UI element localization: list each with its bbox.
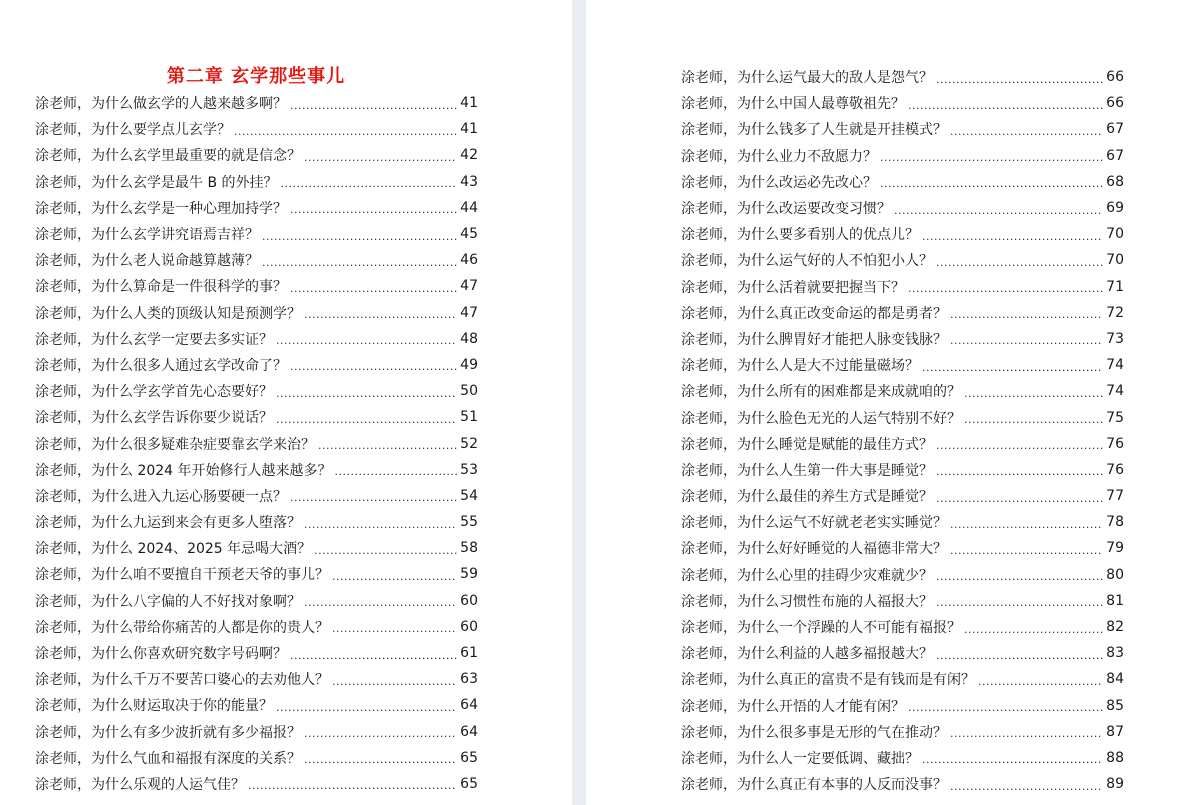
- toc-page-number: 65: [460, 775, 478, 792]
- toc-entry[interactable]: [35, 195, 478, 221]
- toc-entry[interactable]: [35, 90, 478, 116]
- dot-leader: [262, 253, 457, 268]
- toc-page-number: 55: [460, 514, 478, 531]
- dot-leader: [262, 227, 457, 242]
- toc-entry[interactable]: [681, 588, 1124, 614]
- toc-entry[interactable]: [681, 640, 1124, 666]
- toc-entry[interactable]: [681, 195, 1124, 221]
- dot-leader: [332, 567, 457, 582]
- toc-page-number: 41: [460, 95, 478, 112]
- dot-leader: [332, 672, 457, 687]
- toc-page-number: 41: [460, 121, 478, 138]
- toc-entry-title: 涂老师，为什么带给你痛苦的人都是你的贵人？: [35, 619, 329, 636]
- toc-page-number: 79: [1106, 540, 1124, 557]
- toc-page-number: 69: [1106, 200, 1124, 217]
- dot-leader: [936, 646, 1103, 661]
- toc-page-number: 54: [460, 487, 478, 504]
- toc-entry[interactable]: [35, 378, 478, 404]
- dot-leader: [290, 488, 457, 503]
- toc-page-number: 78: [1106, 514, 1124, 531]
- toc-page-number: 45: [460, 226, 478, 243]
- toc-entry-title: 涂老师，为什么很多人通过玄学改命了？: [35, 357, 287, 374]
- dot-leader: [880, 148, 1103, 163]
- toc-entry-title: 涂老师，为什么运气最大的敌人是怨气？: [681, 70, 933, 87]
- toc-entry[interactable]: [35, 535, 478, 561]
- toc-entry-title: 涂老师，为什么玄学一定要去多实证？: [35, 331, 273, 348]
- toc-entry[interactable]: [681, 247, 1124, 273]
- toc-entry-title: 涂老师，为什么老人说命越算越薄？: [35, 253, 259, 270]
- toc-page-number: 48: [460, 330, 478, 347]
- toc-entry-title: 涂老师，为什么 2024 年开始修行人越来越多？: [35, 462, 332, 479]
- toc-entry-title: 涂老师，为什么千万不要苦口婆心的去劝他人？: [35, 672, 329, 689]
- dot-leader: [950, 331, 1103, 346]
- dot-leader: [276, 410, 457, 425]
- toc-entry[interactable]: [35, 142, 478, 168]
- toc-page-number: 87: [1106, 723, 1124, 740]
- dot-leader: [922, 358, 1103, 373]
- toc-page-number: 85: [1106, 697, 1124, 714]
- toc-page-number: 76: [1106, 435, 1124, 452]
- toc-entry-title: 涂老师，为什么 2024、2025 年忌喝大酒？: [35, 541, 312, 558]
- toc-entry-title: 涂老师，为什么算命是一件很科学的事？: [35, 279, 287, 296]
- dot-leader: [922, 227, 1103, 242]
- toc-page-number: 67: [1106, 121, 1124, 138]
- dot-leader: [950, 122, 1103, 137]
- toc-entry[interactable]: [35, 745, 478, 771]
- toc-page-number: 46: [460, 252, 478, 269]
- dot-leader: [964, 620, 1103, 635]
- dot-leader: [332, 619, 457, 634]
- toc-page-number: 60: [460, 592, 478, 609]
- toc-page-number: 81: [1106, 592, 1124, 609]
- toc-page-number: 80: [1106, 566, 1124, 583]
- toc-entry[interactable]: [681, 457, 1124, 483]
- toc-entry[interactable]: [681, 64, 1124, 90]
- toc-entry-title: 涂老师，为什么八字偏的人不好找对象啊？: [35, 593, 301, 610]
- toc-entry-title: 涂老师，为什么真正有本事的人反而没事？: [681, 777, 947, 794]
- toc-entry-title: 涂老师，为什么利益的人越多福报越大？: [681, 646, 933, 663]
- toc-page-number: 47: [460, 278, 478, 295]
- toc-entry-title: 涂老师，为什么要多看别人的优点儿？: [681, 227, 919, 244]
- toc-page-number: 70: [1106, 226, 1124, 243]
- toc-page-number: 66: [1106, 95, 1124, 112]
- toc-entry[interactable]: [35, 483, 478, 509]
- toc-entry[interactable]: [35, 430, 478, 456]
- toc-entry-title: 涂老师，为什么进入九运心肠要硬一点？: [35, 488, 287, 505]
- toc-entry[interactable]: [35, 300, 478, 326]
- toc-entry[interactable]: [681, 404, 1124, 430]
- dot-leader: [936, 489, 1103, 504]
- toc-entry-title: 涂老师，为什么运气不好就老老实实睡觉？: [681, 515, 947, 532]
- toc-entry-title: 涂老师，为什么人类的顶级认知是预测学？: [35, 305, 301, 322]
- toc-entry[interactable]: [35, 352, 478, 378]
- toc-entry-title: 涂老师，为什么玄学讲究语焉吉祥？: [35, 227, 259, 244]
- dot-leader: [950, 515, 1103, 530]
- toc-entry[interactable]: [681, 169, 1124, 195]
- toc-entry-title: 涂老师，为什么很多疑难杂症要靠玄学来治？: [35, 436, 315, 453]
- toc-page-number: 58: [460, 540, 478, 557]
- toc-page-number: 44: [460, 199, 478, 216]
- toc-entry-title: 涂老师，为什么真正改变命运的都是勇者？: [681, 305, 947, 322]
- toc-entry[interactable]: [35, 509, 478, 535]
- toc-entry[interactable]: [681, 719, 1124, 745]
- toc-entry[interactable]: [35, 588, 478, 614]
- toc-page-number: 76: [1106, 461, 1124, 478]
- dot-leader: [304, 750, 457, 765]
- toc-entry[interactable]: [681, 483, 1124, 509]
- toc-entry-title: 涂老师，为什么玄学是最牛 B 的外挂？: [35, 174, 278, 191]
- toc-page-number: 51: [460, 409, 478, 426]
- dot-leader: [304, 724, 457, 739]
- toc-entry-title: 涂老师，为什么人生第一件大事是睡觉？: [681, 462, 933, 479]
- toc-entry-title: 涂老师，为什么所有的困难都是来成就咱的？: [681, 384, 961, 401]
- toc-entry-title: 涂老师，为什么气血和福报有深度的关系？: [35, 750, 301, 767]
- toc-page-number: 59: [460, 566, 478, 583]
- dot-leader: [936, 253, 1103, 268]
- toc-entry[interactable]: [681, 326, 1124, 352]
- toc-entry[interactable]: [35, 247, 478, 273]
- dot-leader: [936, 436, 1103, 451]
- toc-entry-title: 涂老师，为什么玄学是一种心理加持学？: [35, 200, 287, 217]
- toc-entry-title: 涂老师，为什么睡觉是赋能的最佳方式？: [681, 436, 933, 453]
- toc-page-number: 64: [460, 723, 478, 740]
- toc-page-number: 88: [1106, 749, 1124, 766]
- toc-page-number: 60: [460, 618, 478, 635]
- toc-page-number: 42: [460, 147, 478, 164]
- toc-entry-title: 涂老师，为什么九运到来会有更多人堕落？: [35, 515, 301, 532]
- dot-leader: [335, 462, 457, 477]
- toc-entry[interactable]: [681, 378, 1124, 404]
- chapter-title: 第二章 玄学那些事儿: [166, 66, 346, 87]
- dot-leader: [290, 279, 457, 294]
- toc-entry-title: 涂老师，为什么活着就要把握当下？: [681, 279, 905, 296]
- toc-entry[interactable]: [681, 745, 1124, 771]
- dot-leader: [880, 174, 1103, 189]
- dot-leader: [290, 96, 457, 111]
- dot-leader: [950, 541, 1103, 556]
- toc-entry-title: 涂老师，为什么中国人最尊敬祖先？: [681, 96, 905, 113]
- toc-entry[interactable]: [681, 693, 1124, 719]
- toc-page-number: 82: [1106, 619, 1124, 636]
- dot-leader: [908, 279, 1103, 294]
- toc-entry-title: 涂老师，为什么改运必先改心？: [681, 174, 877, 191]
- toc-entry-title: 涂老师，为什么咱不要擅自干预老天爷的事儿？: [35, 567, 329, 584]
- toc-page-number: 61: [460, 645, 478, 662]
- toc-entry-title: 涂老师，为什么要学点儿玄学？: [35, 122, 231, 139]
- toc-entry-title: 涂老师，为什么做玄学的人越来越多啊？: [35, 96, 287, 113]
- toc-entry-title: 涂老师，为什么运气好的人不怕犯小人？: [681, 253, 933, 270]
- dot-leader: [281, 174, 457, 189]
- toc-entry[interactable]: [681, 509, 1124, 535]
- toc-entry[interactable]: [35, 326, 478, 352]
- toc-entry[interactable]: [681, 352, 1124, 378]
- toc-entry[interactable]: [35, 169, 478, 195]
- toc-entry-title: 涂老师，为什么你喜欢研究数字号码啊？: [35, 646, 287, 663]
- toc-entry-title: 涂老师，为什么脸色无光的人运气特别不好？: [681, 410, 961, 427]
- toc-page-number: 73: [1106, 330, 1124, 347]
- toc-page-number: 72: [1106, 304, 1124, 321]
- dot-leader: [964, 384, 1103, 399]
- toc-entry[interactable]: [35, 719, 478, 745]
- dot-leader: [234, 122, 457, 137]
- page-gutter: [572, 0, 586, 805]
- dot-leader: [318, 436, 457, 451]
- dot-leader: [922, 750, 1103, 765]
- dot-leader: [304, 305, 457, 320]
- toc-page-number: 77: [1106, 488, 1124, 505]
- dot-leader: [290, 646, 457, 661]
- toc-entry-title: 涂老师，为什么好好睡觉的人福德非常大？: [681, 541, 947, 558]
- toc-entry-title: 涂老师，为什么财运取决于你的能量？: [35, 698, 273, 715]
- toc-page-number: 71: [1106, 278, 1124, 295]
- toc-entry-title: 涂老师，为什么有多少波折就有多少福报？: [35, 724, 301, 741]
- dot-leader: [936, 70, 1103, 85]
- toc-entry[interactable]: [35, 404, 478, 430]
- toc-entry-title: 涂老师，为什么钱多了人生就是开挂模式？: [681, 122, 947, 139]
- toc-entry[interactable]: [681, 666, 1124, 692]
- toc-entry-title: 涂老师，为什么人是大不过能量磁场？: [681, 358, 919, 375]
- dot-leader: [936, 462, 1103, 477]
- toc-entry[interactable]: [35, 457, 478, 483]
- toc-page-number: 52: [460, 435, 478, 452]
- toc-entry[interactable]: [35, 273, 478, 299]
- toc-list-left: [35, 90, 478, 797]
- toc-page-number: 63: [460, 671, 478, 688]
- toc-entry[interactable]: [681, 300, 1124, 326]
- toc-entry-title: 涂老师，为什么习惯性布施的人福报大？: [681, 593, 933, 610]
- toc-entry[interactable]: [35, 221, 478, 247]
- dot-leader: [276, 331, 457, 346]
- toc-page-number: 65: [460, 749, 478, 766]
- toc-entry[interactable]: [681, 90, 1124, 116]
- dot-leader: [290, 357, 457, 372]
- toc-page-number: 70: [1106, 252, 1124, 269]
- toc-page-number: 75: [1106, 409, 1124, 426]
- toc-page-number: 83: [1106, 645, 1124, 662]
- toc-entry[interactable]: [35, 771, 478, 797]
- toc-page-number: 43: [460, 173, 478, 190]
- dot-leader: [908, 96, 1103, 111]
- dot-leader: [936, 593, 1103, 608]
- toc-page-number: 68: [1106, 173, 1124, 190]
- toc-entry[interactable]: [681, 614, 1124, 640]
- toc-entry[interactable]: [35, 561, 478, 587]
- dot-leader: [304, 148, 457, 163]
- toc-entry[interactable]: [35, 692, 478, 718]
- toc-entry-title: 涂老师，为什么人一定要低调、藏拙？: [681, 750, 919, 767]
- dot-leader: [290, 200, 457, 215]
- toc-entry[interactable]: [681, 535, 1124, 561]
- dot-leader: [950, 777, 1103, 792]
- dot-leader: [894, 201, 1103, 216]
- dot-leader: [964, 410, 1103, 425]
- toc-page-number: 53: [460, 461, 478, 478]
- dot-leader: [314, 541, 457, 556]
- toc-entry[interactable]: [681, 221, 1124, 247]
- toc-entry[interactable]: [681, 431, 1124, 457]
- toc-page-number: 64: [460, 697, 478, 714]
- toc-entry[interactable]: [681, 143, 1124, 169]
- toc-entry[interactable]: [35, 116, 478, 142]
- toc-entry-title: 涂老师，为什么最佳的养生方式是睡觉？: [681, 489, 933, 506]
- dot-leader: [304, 593, 457, 608]
- toc-page-number: 84: [1106, 671, 1124, 688]
- toc-entry-title: 涂老师，为什么改运要改变习惯？: [681, 201, 891, 218]
- dot-leader: [276, 384, 457, 399]
- dot-leader: [276, 698, 457, 713]
- toc-page-number: 49: [460, 356, 478, 373]
- dot-leader: [908, 698, 1103, 713]
- toc-entry-title: 涂老师，为什么玄学里最重要的就是信念？: [35, 148, 301, 165]
- toc-entry[interactable]: [35, 666, 478, 692]
- toc-page-number: 67: [1106, 147, 1124, 164]
- toc-entry[interactable]: [35, 614, 478, 640]
- dot-leader: [950, 724, 1103, 739]
- dot-leader: [950, 305, 1103, 320]
- toc-entry[interactable]: [681, 562, 1124, 588]
- dot-leader: [936, 567, 1103, 582]
- toc-entry[interactable]: [681, 771, 1124, 797]
- toc-entry-title: 涂老师，为什么真正的富贵不是有钱而是有闲？: [681, 672, 975, 689]
- toc-entry-title: 涂老师，为什么业力不敌愿力？: [681, 148, 877, 165]
- toc-list-right: [681, 64, 1124, 797]
- toc-entry-title: 涂老师，为什么脾胃好才能把人脉变钱脉？: [681, 331, 947, 348]
- toc-entry-title: 涂老师，为什么乐观的人运气佳？: [35, 776, 245, 793]
- toc-page-number: 47: [460, 304, 478, 321]
- toc-entry[interactable]: [681, 116, 1124, 142]
- toc-entry-title: 涂老师，为什么学玄学首先心态要好？: [35, 384, 273, 401]
- dot-leader: [304, 515, 457, 530]
- dot-leader: [248, 776, 457, 791]
- toc-entry-title: 涂老师，为什么心里的挂碍少灾难就少？: [681, 567, 933, 584]
- toc-entry-title: 涂老师，为什么一个浮躁的人不可能有福报？: [681, 620, 961, 637]
- toc-page-number: 74: [1106, 357, 1124, 374]
- toc-entry-title: 涂老师，为什么开悟的人才能有闲？: [681, 698, 905, 715]
- toc-page-number: 50: [460, 383, 478, 400]
- toc-page-number: 66: [1106, 69, 1124, 86]
- toc-page-number: 89: [1106, 776, 1124, 793]
- toc-entry[interactable]: [681, 274, 1124, 300]
- toc-entry-title: 涂老师，为什么玄学告诉你要少说话？: [35, 410, 273, 427]
- toc-page-number: 74: [1106, 383, 1124, 400]
- dot-leader: [978, 672, 1103, 687]
- toc-entry-title: 涂老师，为什么很多事是无形的气在推动？: [681, 724, 947, 741]
- toc-entry[interactable]: [35, 640, 478, 666]
